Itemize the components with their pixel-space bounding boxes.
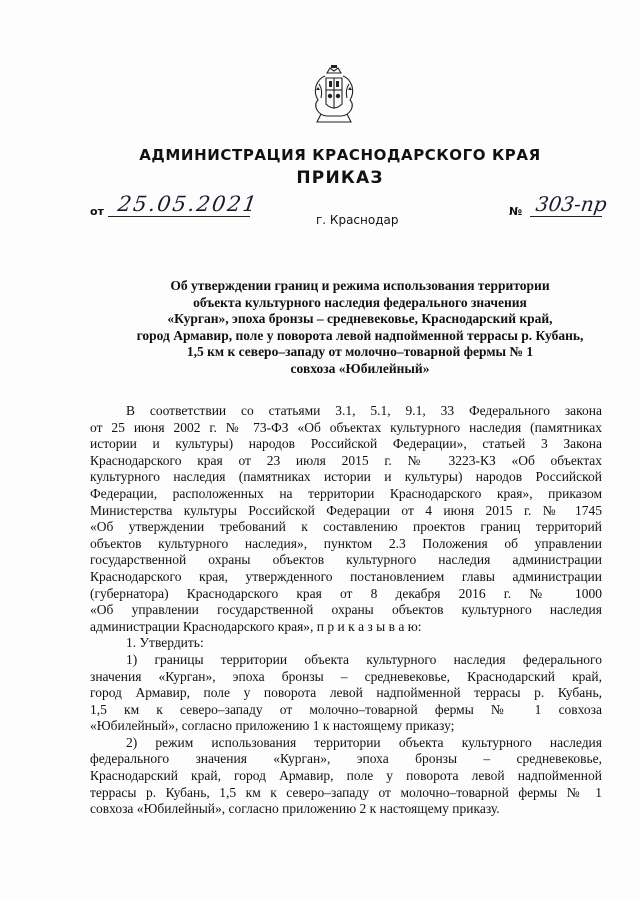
document-body [90,403,602,818]
title-line: объекта культурного наследия федерального значения [193,294,527,310]
number-prefix: № [509,205,523,218]
body-line: Краснодарского края, утвержденного постановлением главы администрации [90,568,602,584]
handwritten-number: 303-пр [534,192,609,216]
body-line: 2) режим использования территории объекта культурного наследия [126,734,602,750]
body-line: «Юбилейный», согласно приложению 1 к настоящему приказу; [90,718,455,734]
date-prefix: от [90,205,104,218]
body-line: от 25 июня 2002 г. № 73-ФЗ «Об объектах культурного наследия (памятниках [90,419,602,435]
title-line: «Курган», эпоха бронзы – средневековье, Краснодарский край, [167,311,553,327]
body-line: «Об утверждении требований к составлению проектов границ территорий [90,519,602,535]
body-line: Министерства культуры Российской Федерации от 4 июня 2015 г. № 1745 [90,502,602,518]
title-line: город Армавир, поле у поворота левой надпойменной террасы р. Кубань, [136,327,584,343]
body-line: 1,5 км к северо–западу от молочно–товарной фермы № 1 совхоза [90,701,602,717]
body-line: «Об управлении государственной охраны объектов культурного наследия [90,602,602,618]
body-line: культурного наследия (памятниках истории и культуры) народов Российской [90,469,602,485]
city-label: г. Краснодар [316,213,399,227]
title-line: Об утверждении границ и режима использования территории [170,278,550,293]
body-line: объектов культурного наследия», пунктом 2.3 Положения об управлении [90,535,602,551]
body-line: администрации Краснодарского края», п р и к а з ы в а ю: [90,618,422,634]
body-line: город Армавир, поле у поворота левой надпойменной террасы р. Кубань, [90,685,602,701]
body-line: (губернатора) Краснодарского края от 8 декабря 2016 г. № 1000 [90,585,602,601]
number-underline [530,216,602,217]
title-line: совхоза «Юбилейный» [290,360,430,376]
body-line: истории и культуры) народов Российской Федерации», статьей 3 Закона [90,436,602,452]
body-line: 1) границы территории объекта культурного наследия федерального [126,651,602,667]
body-line: Краснодарский край, город Армавир, поле у поворота левой надпойменной [90,768,602,784]
body-line: федерального значения «Курган», эпоха бронзы – средневековье, [90,751,602,767]
body-line: Краснодарского края от 23 июля 2015 г. № 3223-КЗ «Об объектах [90,452,602,468]
body-line: 1. Утвердить: [126,635,204,651]
title-line: 1,5 км к северо–западу от молочно–товарной фермы № 1 [186,344,534,360]
body-line: государственной охраны объектов культурного наследия администрации [90,552,602,568]
date-underline [108,216,250,217]
body-line: значения «Курган», эпоха бронзы – средневековье, Краснодарский край, [90,668,602,684]
document-type-heading: ПРИКАЗ [296,168,384,188]
administration-heading: АДМИНИСТРАЦИЯ КРАСНОДАРСКОГО КРАЯ [139,146,541,164]
body-line: совхоза «Юбилейный», согласно приложению 2 к настоящему приказу. [90,801,500,817]
krasnodar-coat-of-arms-icon [311,64,357,126]
document-title [0,278,640,378]
body-line: Федерации, расположенных на территории Краснодарского края», приказом [90,485,602,501]
body-line: В соответствии со статьями 3.1, 5.1, 9.1, 33 Федерального закона [126,403,602,418]
handwritten-date: 25.05.2021 [116,192,260,216]
body-line: террасы р. Кубань, 1,5 км к северо–западу от молочно–товарной фермы № 1 [90,784,602,800]
